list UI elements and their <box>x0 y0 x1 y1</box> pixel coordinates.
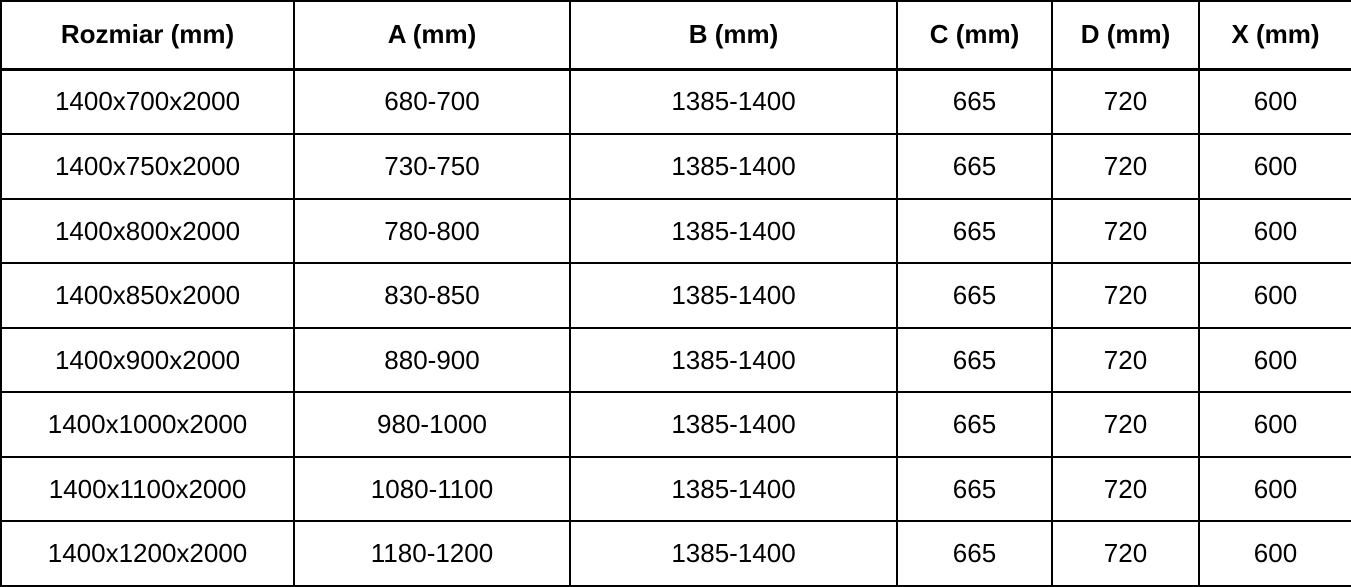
table-cell-x: 600 <box>1199 521 1351 586</box>
table-cell-x: 600 <box>1199 328 1351 393</box>
table-row <box>1 199 1351 264</box>
column-header-c: C (mm) <box>897 1 1052 69</box>
table-cell-c: 665 <box>897 263 1052 328</box>
table-cell-b: 1385-1400 <box>570 328 897 393</box>
table-cell-d: 720 <box>1052 392 1199 457</box>
table-cell-a: 780-800 <box>294 199 570 264</box>
table-cell-b: 1385-1400 <box>570 263 897 328</box>
table-body <box>1 69 1351 586</box>
table-cell-b: 1385-1400 <box>570 199 897 264</box>
table-cell-c: 665 <box>897 199 1052 264</box>
table-cell-rozmiar: 1400x1200x2000 <box>1 521 294 586</box>
table-row <box>1 328 1351 393</box>
column-header-d: D (mm) <box>1052 1 1199 69</box>
table-header <box>1 1 1351 69</box>
column-header-b: B (mm) <box>570 1 897 69</box>
column-header-rozmiar: Rozmiar (mm) <box>1 1 294 69</box>
table-cell-c: 665 <box>897 521 1052 586</box>
table-cell-x: 600 <box>1199 134 1351 199</box>
table-cell-b: 1385-1400 <box>570 69 897 134</box>
table-cell-rozmiar: 1400x1000x2000 <box>1 392 294 457</box>
table-cell-b: 1385-1400 <box>570 521 897 586</box>
table-cell-c: 665 <box>897 69 1052 134</box>
table-cell-a: 980-1000 <box>294 392 570 457</box>
table-cell-b: 1385-1400 <box>570 134 897 199</box>
table-cell-d: 720 <box>1052 263 1199 328</box>
table-cell-rozmiar: 1400x850x2000 <box>1 263 294 328</box>
table-cell-a: 1080-1100 <box>294 457 570 522</box>
table-cell-b: 1385-1400 <box>570 392 897 457</box>
table-row <box>1 521 1351 586</box>
table-cell-x: 600 <box>1199 457 1351 522</box>
table-cell-c: 665 <box>897 328 1052 393</box>
table-row <box>1 69 1351 134</box>
table-row <box>1 263 1351 328</box>
table-cell-rozmiar: 1400x750x2000 <box>1 134 294 199</box>
table-cell-a: 830-850 <box>294 263 570 328</box>
table-cell-a: 880-900 <box>294 328 570 393</box>
table-cell-rozmiar: 1400x700x2000 <box>1 69 294 134</box>
table-cell-b: 1385-1400 <box>570 457 897 522</box>
table-header-row <box>1 1 1351 69</box>
table-cell-d: 720 <box>1052 69 1199 134</box>
table-cell-rozmiar: 1400x1100x2000 <box>1 457 294 522</box>
table-cell-d: 720 <box>1052 457 1199 522</box>
column-header-a: A (mm) <box>294 1 570 69</box>
table-cell-d: 720 <box>1052 328 1199 393</box>
table-cell-x: 600 <box>1199 69 1351 134</box>
table-row <box>1 457 1351 522</box>
column-header-x: X (mm) <box>1199 1 1351 69</box>
table-cell-d: 720 <box>1052 199 1199 264</box>
table-cell-rozmiar: 1400x800x2000 <box>1 199 294 264</box>
table-cell-rozmiar: 1400x900x2000 <box>1 328 294 393</box>
table-cell-c: 665 <box>897 134 1052 199</box>
table-cell-c: 665 <box>897 457 1052 522</box>
table-cell-a: 1180-1200 <box>294 521 570 586</box>
table-row <box>1 134 1351 199</box>
table-cell-x: 600 <box>1199 263 1351 328</box>
table-cell-x: 600 <box>1199 392 1351 457</box>
table-cell-c: 665 <box>897 392 1052 457</box>
table-cell-x: 600 <box>1199 199 1351 264</box>
table-cell-d: 720 <box>1052 134 1199 199</box>
table-cell-a: 680-700 <box>294 69 570 134</box>
table-cell-a: 730-750 <box>294 134 570 199</box>
table-cell-d: 720 <box>1052 521 1199 586</box>
table-row <box>1 392 1351 457</box>
